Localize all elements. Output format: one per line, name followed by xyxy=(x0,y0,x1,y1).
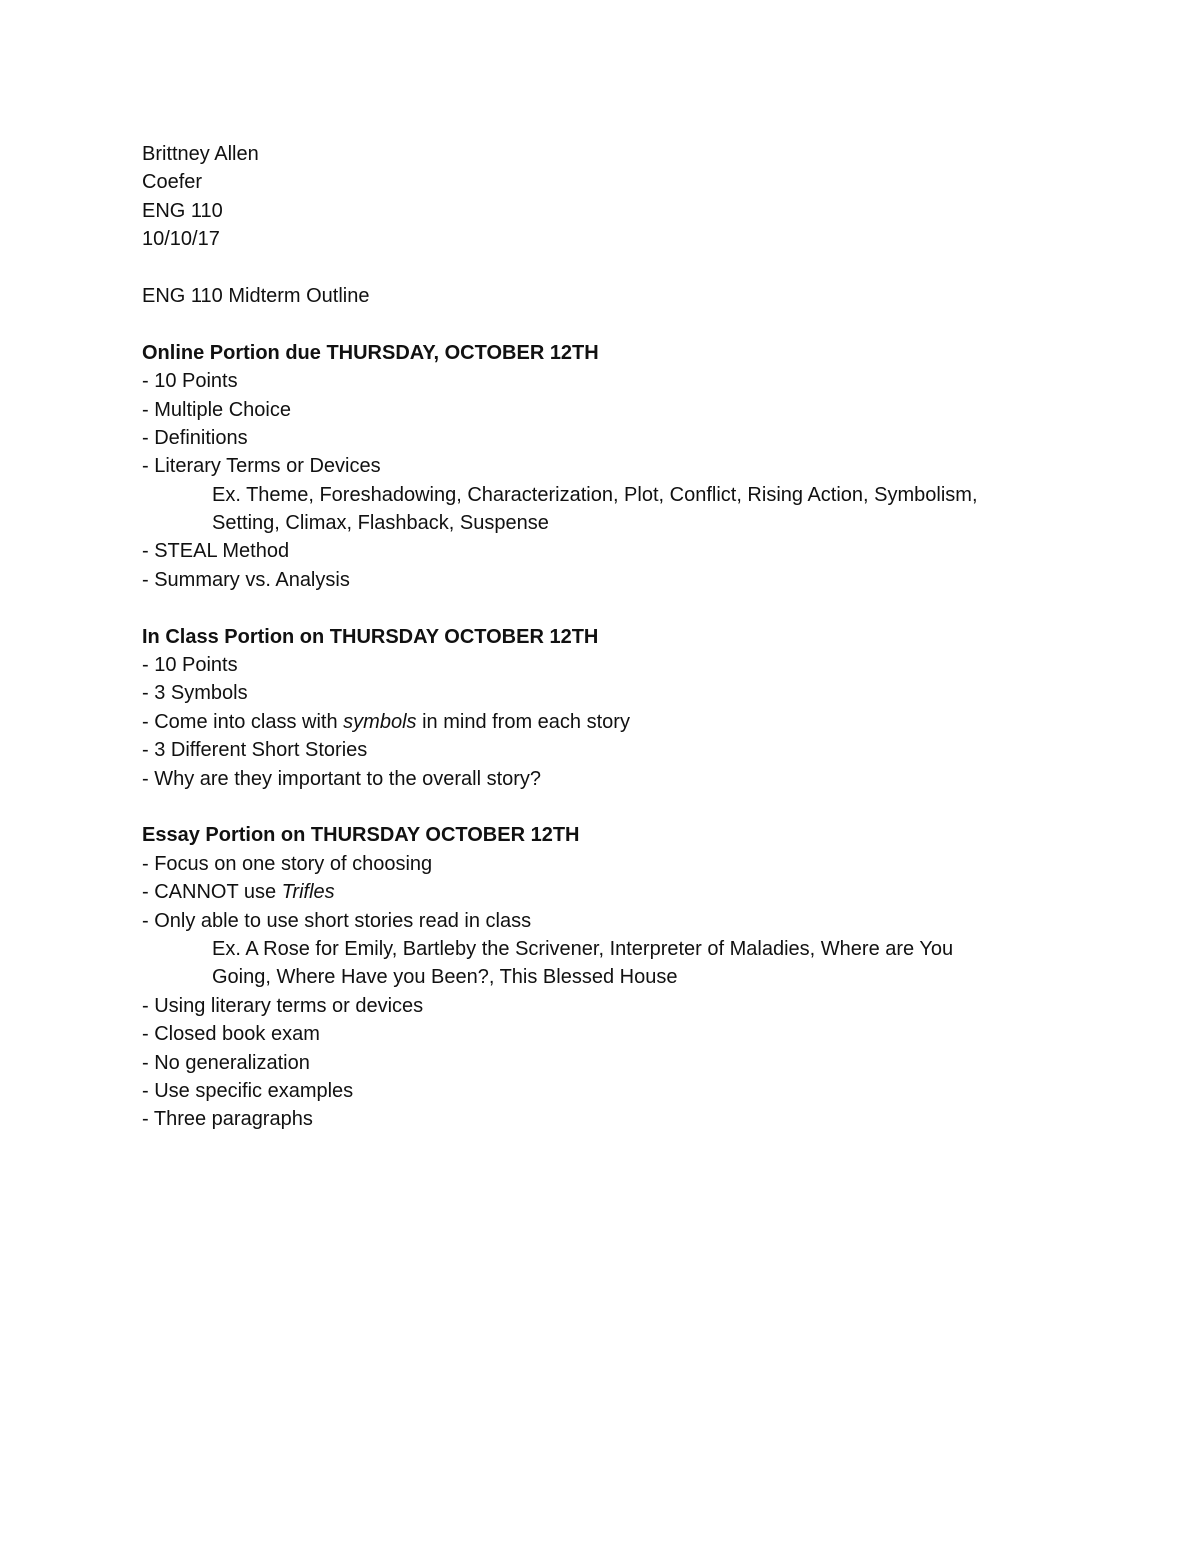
example-line: Going, Where Have you Been?, This Blessed House xyxy=(212,966,678,989)
list-item-text: - Come into class with xyxy=(142,710,344,733)
list-item: - Using literary terms or devices xyxy=(142,994,424,1017)
list-item: - Focus on one story of choosing xyxy=(142,852,433,875)
in-class-portion-heading: In Class Portion on THURSDAY OCTOBER 12TH xyxy=(142,625,599,648)
list-item: - Why are they important to the overall story? xyxy=(142,767,542,790)
list-item: - Summary vs. Analysis xyxy=(142,568,350,591)
list-item xyxy=(142,708,1062,736)
list-item xyxy=(142,878,1062,906)
list-item: - Definitions xyxy=(142,426,248,449)
list-item: - Multiple Choice xyxy=(142,398,291,421)
list-item: - Literary Terms or Devices xyxy=(142,455,381,478)
spacer xyxy=(142,310,1062,338)
list-item-text: - CANNOT use xyxy=(142,881,282,904)
list-item-italic-text: Trifles xyxy=(281,881,335,904)
list-item: - 3 Different Short Stories xyxy=(142,739,368,762)
student-name: Brittney Allen xyxy=(142,143,259,165)
list-item: - Only able to use short stories read in class xyxy=(142,909,532,932)
essay-portion-heading: Essay Portion on THURSDAY OCTOBER 12TH xyxy=(142,824,580,847)
online-portion-heading: Online Portion due THURSDAY, OCTOBER 12TH xyxy=(142,341,599,364)
spacer xyxy=(142,793,1062,821)
list-item: - Three paragraphs xyxy=(142,1108,313,1131)
document-date: 10/10/17 xyxy=(142,228,220,251)
list-item: - 3 Symbols xyxy=(142,682,248,705)
instructor-name: Coefer xyxy=(142,171,203,194)
list-item: - STEAL Method xyxy=(142,540,290,563)
list-item: - 10 Points xyxy=(142,370,238,393)
list-item-italic-text: symbols xyxy=(343,710,417,733)
example-line: Ex. A Rose for Emily, Bartleby the Scrivener, Interpreter of Maladies, Where are You xyxy=(212,937,954,960)
list-item: - No generalization xyxy=(142,1051,310,1074)
document-title: ENG 110 Midterm Outline xyxy=(142,284,370,307)
document-body xyxy=(142,140,1062,1134)
example-line: Setting, Climax, Flashback, Suspense xyxy=(212,512,549,535)
list-item: - 10 Points xyxy=(142,654,238,677)
list-item-text: in mind from each story xyxy=(416,710,630,733)
course-name: ENG 110 xyxy=(142,199,223,222)
list-item: - Use specific examples xyxy=(142,1079,354,1102)
spacer xyxy=(142,254,1062,282)
list-item: - Closed book exam xyxy=(142,1023,320,1046)
spacer xyxy=(142,594,1062,622)
example-line: Ex. Theme, Foreshadowing, Characterization, Plot, Conflict, Rising Action, Symbolism, xyxy=(212,483,978,506)
